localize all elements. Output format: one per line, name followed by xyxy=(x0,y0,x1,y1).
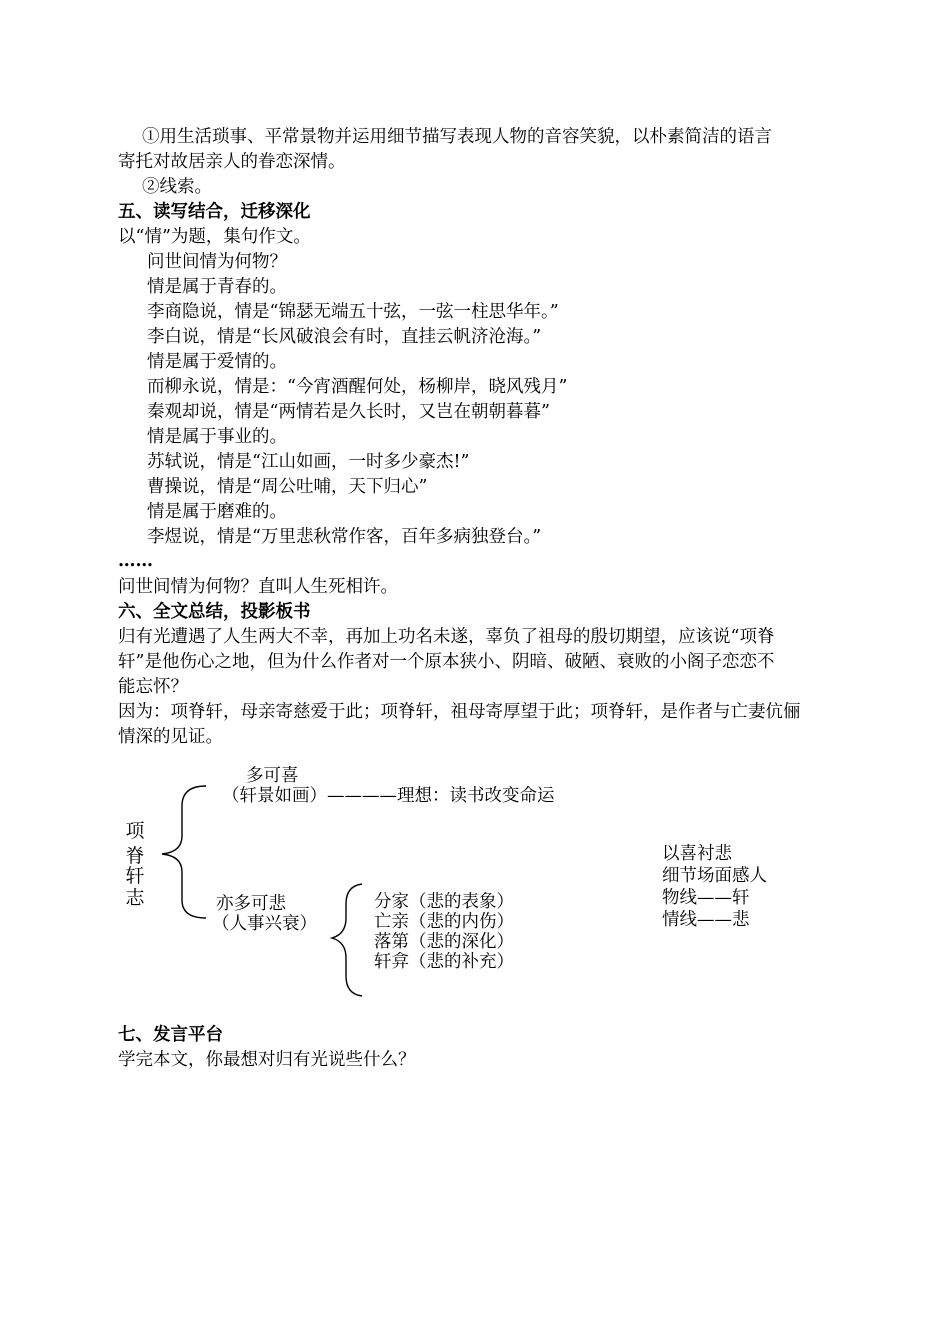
diagram-title-char: 项 xyxy=(125,820,145,842)
diagram-note: 以喜衬悲 xyxy=(662,844,732,864)
branch-joy-sub: （轩景如画）————理想：读书改变命运 xyxy=(222,786,555,806)
section-5-heading: 五、读写结合，迁移深化 xyxy=(118,202,311,222)
section-6-para1-line: 归有光遭遇了人生两大不幸，再加上功名未遂，辜负了祖母的殷切期望，应该说“项脊 xyxy=(118,627,775,647)
poem-line: 曹操说，情是“周公吐哺，天下归心” xyxy=(147,477,428,497)
branch-sorrow-sub: （人事兴衰） xyxy=(212,914,317,934)
branch-sorrow-label: 亦多可悲 xyxy=(216,894,286,914)
section-6-para2-line: 因为：项脊轩，母亲寄慈爱于此；项脊轩，祖母寄厚望于此；项脊轩，是作者与亡妻伉俪 xyxy=(118,702,801,722)
main-brace xyxy=(162,786,206,918)
poem-line: 秦观却说，情是“两情若是久长时，又岂在朝朝暮暮” xyxy=(147,402,550,422)
sorrow-item: 落第（悲的深化） xyxy=(374,932,514,952)
section-5-intro: 以“情”为题，集句作文。 xyxy=(118,227,311,247)
diagram-note: 情线——悲 xyxy=(662,910,750,930)
diagram-title-char: 轩 xyxy=(125,865,145,887)
section-6-para1-line: 能忘怀？ xyxy=(118,677,188,697)
diagram-title-char: 脊 xyxy=(125,845,145,867)
poem-line: 情是属于事业的。 xyxy=(147,427,287,447)
section-6-heading: 六、全文总结，投影板书 xyxy=(118,602,311,622)
sorrow-item: 轩弇（悲的补充） xyxy=(374,952,514,972)
section-6-para2-line: 情深的见证。 xyxy=(118,727,223,747)
section-5-closing: 问世间情为何物？直叫人生死相许。 xyxy=(118,577,398,597)
section-7-question: 学完本文，你最想对归有光说些什么？ xyxy=(118,1050,416,1070)
poem-line: 苏轼说，情是“江山如画，一时多少豪杰!” xyxy=(147,452,470,472)
section-7-heading: 七、发言平台 xyxy=(118,1025,223,1045)
diagram-title-char: 志 xyxy=(125,887,145,909)
poem-line: 情是属于爱情的。 xyxy=(147,352,287,372)
paragraph-point-1-line-2: 寄托对故居亲人的眷恋深情。 xyxy=(118,152,346,172)
poem-line: 李白说，情是“长风破浪会有时，直挂云帆济沧海。” xyxy=(147,327,542,347)
branch-joy-label: 多可喜 xyxy=(246,766,299,786)
sorrow-brace xyxy=(332,884,362,996)
poem-line: 李煜说，情是“万里悲秋常作客，百年多病独登台。” xyxy=(147,527,542,547)
section-6-para1-line: 轩”是他伤心之地，但为什么作者对一个原本狭小、阴暗、破陋、衰败的小阁子恋恋不 xyxy=(118,652,775,672)
diagram-note: 物线——轩 xyxy=(662,888,750,908)
ellipsis: …… xyxy=(118,551,153,571)
paragraph-point-1-line-1: ①用生活琐事、平常景物并运用细节描写表现人物的音容笑貌，以朴素简洁的语言 xyxy=(142,127,772,147)
poem-line: 而柳永说，情是：“今宵酒醒何处，杨柳岸，晓风残月” xyxy=(147,377,568,397)
poem-line: 情是属于青春的。 xyxy=(147,277,287,297)
sorrow-item: 分家（悲的表象） xyxy=(374,892,514,912)
paragraph-point-2: ②线索。 xyxy=(142,177,212,197)
poem-line: 问世间情为何物？ xyxy=(147,252,287,272)
diagram-note: 细节场面感人 xyxy=(662,866,767,886)
poem-line: 情是属于磨难的。 xyxy=(147,502,287,522)
poem-line: 李商隐说，情是“锦瑟无端五十弦，一弦一柱思华年。” xyxy=(147,302,559,322)
sorrow-item: 亡亲（悲的内伤） xyxy=(374,912,514,932)
